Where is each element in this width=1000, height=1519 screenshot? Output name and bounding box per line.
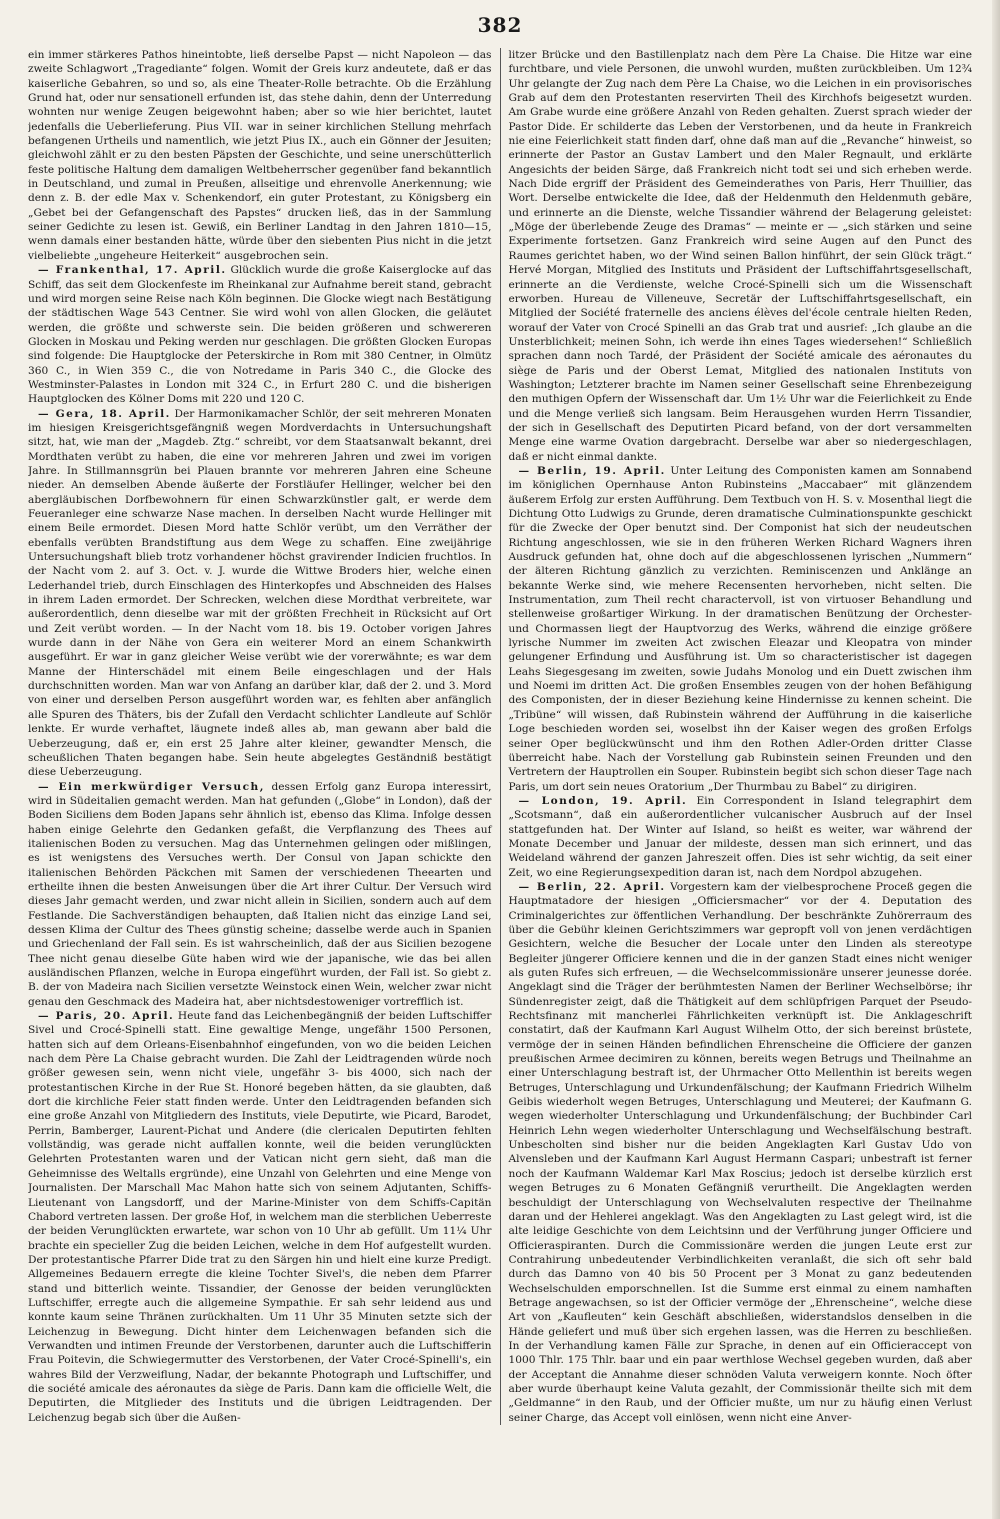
article-paragraph [28,407,492,780]
article-text: Unter Leitung des Componisten kamen am Sonnabend im königlichen Opernhause Anton Rubinsteins „Maccabaer“ mit glänzendem äußerem Erfolg zur ersten Aufführung. Dem Textbuch von H. S. v. Mosenthal liegt die Dichtung Otto Ludwigs zu Grunde, deren dramatische Culminationspunkte geschickt für die Zwecke der Oper benutzt sind. Der Componist hat sich der neudeutschen Richtung angeschlossen, wie sie in den früheren Werken Richard Wagners ihren Ausdruck gefunden hat, ohne doch auf die abgeschlossenen lyrischen „Nummern“ der älteren Richtung gänzlich zu verzichten. Reminiscenzen und Anklänge an bekannte Werke sind, wie mehere Recensenten hervorheben, nicht selten. Die Instrumentation, zum Theil recht charactervoll, ist von virtuoser Behandlung und stellenweise großartiger Wirkung. In der dramatischen Benützung der Orchester- und Chormassen liegt der Hauptvorzug des Werks, während die einzige größere lyrische Nummer im zweiten Act zwischen Eleazar und Kleopatra von minder gelungener Erfindung und Ausführung ist. Um so characteristischer ist dagegen Leahs Siegesgesang im zweiten, sowie Judahs Monolog und ein Duett zwischen ihm und Noemi im dritten Act. Die großen Ensembles zeugen von der hohen Befähigung des Componisten, der in dieser Beziehung keine Hindernisse zu kennen scheint. Die „Tribüne“ will wissen, daß Rubinstein während der Aufführung in die kaiserliche Loge beschieden worden sei, woselbst ihn der Kaiser wegen des großen Erfolgs seiner Oper beglückwünscht und ihm den Rothen Adler-Orden dritter Classe überreicht habe. Nach der Vorstellung gab Rubinstein seinen Freunden und den Vertretern der Hauptrollen ein Souper. Rubinstein begibt sich schon dieser Tage nach Paris, um dort sein neues Oratorium „Der Thurmbau zu Babel“ zu dirigiren. [508,464,972,793]
article-dateline: — Frankenthal, 17. April. [38,264,227,277]
article-paragraph [509,794,973,880]
article-text: Der Harmonikamacher Schlör, der seit mehreren Monaten im hiesigen Kreisgerichtsgefängniß wegen Mordverdachts in Untersuchungshaft sitzt, hat, wie man der „Magdeb. Ztg.“ schreibt, vor dem Staatsanwalt bekannt, drei Mordthaten verübt zu haben, die eine vor mehreren Jahren und zwei im vorigen Jahre. In Stillmannsgrün bei Plauen brannte vor mehreren Jahren eine Scheune nieder. An demselben Abende äußerte der Forstläufer Hellinger, welcher bei den abergläubischen Dorfbewohnern für einen Schwarzkünstler galt, er werde dem Feueranleger eine schwarze Nase machen. In derselben Nacht wurde Hellinger mit einem Beile ermordet. Diesen Mord hatte Schlör verübt, um den Verräther der ebenfalls verübten Brandstiftung aus dem Wege zu schaffen. Eine zweijährige Untersuchungshaft blieb trotz vorhandener höchst gravirender Indicien fruchtlos. In der Nacht vom 2. auf 3. Oct. v. J. wurde die Wittwe Broders hier, welche einen Lederhandel trieb, durch Einschlagen des Hinterkopfes und Abschneiden des Halses in ihrem Laden ermordet. Der Schrecken, welchen diese Mordthat verbreitete, war außerordentlich, denn dieselbe war mit der größten Frechheit in Rücksicht auf Ort und Zeit verübt worden. — In der Nacht vom 18. bis 19. October vorigen Jahres wurde dann in der Nähe von Gera ein weiterer Mord an einem Schankwirth ausgeführt. Er war in ganz gleicher Weise verübt wie der vorerwähnte; es war dem Manne der Hinterschädel mit einem Beile eingeschlagen und der Hals durchschnitten worden. Man war von Anfang an darüber klar, daß der 2. und 3. Mord von einer und derselben Person ausgeführt worden war, es fehlten aber anfänglich alle Spuren des Thäters, bis der Zufall den Verdacht schlichter Landleute auf Schlör lenkte. Er wurde verhaftet, läugnete indeß alles ab, man gewann aber bald die Ueberzeugung, daß er, ein erst 25 Jahre alter kleiner, gewandter Mensch, die scheußlichen Thaten begangen habe. Sein heute abgelegtes Geständniß bestätigt diese Ueberzeugung. [28,407,492,779]
page-number: 382 [477,13,523,37]
left-column [28,48,501,1425]
article-dateline: — Berlin, 19. April. [518,464,666,477]
article-paragraph [28,780,492,1010]
article-paragraph [28,1009,492,1425]
article-text: Glücklich wurde die große Kaiserglocke auf das Schiff, das seit dem Glockenfeste im Rheinkanal zur Aufnahme bereit stand, gebracht und wird morgen seine Reise nach Köln beginnen. Die Glocke wiegt nach Bestätigung der städtischen Wage 543 Centner. Sie wird wohl von allen Glocken, die geläutet werden, die größte und schwerste sein. Die beiden größeren und schwereren Glocken in Moskau und Peking werden nur geschlagen. Die größten Glocken Europas sind folgende: Die Hauptglocke der Peterskirche in Rom mit 380 Centner, in Olmütz 360 C., in Wien 359 C., die von Notredame in Paris 340 C., die Glocke des Westminster-Palastes in London mit 324 C., in Erfurt 280 C. und die bisherigen Hauptglocken des Kölner Doms mit 220 und 120 C. [28,264,492,406]
article-text: Heute fand das Leichenbegängniß der beiden Luftschiffer Sivel und Crocé-Spinelli statt. Eine gewaltige Menge, ungefähr 1500 Personen, hatten sich auf dem Orleans-Eisenbahnhof eingefunden, von wo die beiden Leichen nach dem Père La Chaise gebracht wurden. Die Zahl der Leidtragenden würde noch größer gewesen sein, wenn nicht viele, ungefähr 3- bis 4000, sich nach der protestantischen Kirche in der Rue St. Honoré begeben hätten, da sie glaubten, daß dort die kirchliche Feier statt finden werde. Unter den Leidtragenden befanden sich eine große Anzahl von Mitgliedern des Instituts, viele Deputirte, wie Picard, Barodet, Perrin, Bamberger, Laurent-Pichat und Andere (die clericalen Deputirten fehlten vollständig, was gerade nicht auffallen konnte, weil die beiden verunglückten Gelehrten Protestanten waren und der Vatican nicht gern sieht, daß man die Geheimnisse des Weltalls ergründe), eine Unzahl von Gelehrten und eine Menge von Journalisten. Der Marschall Mac Mahon hatte sich von seinem Adjutanten, Schiffs-Lieutenant von Langsdorff, und der Marine-Minister von dem Schiffs-Capitän Chabord vertreten lassen. Der große Hof, in welchem man die sterblichen Ueberreste der beiden Verunglückten erwartete, war schon von 10 Uhr ab gefüllt. Um 11¼ Uhr brachte ein specieller Zug die beiden Leichen, welche in dem Hof aufgestellt wurden. Der protestantische Pfarrer Dide trat zu den Särgen hin und hielt eine kurze Predigt. Allgemeines Bedauern erregte die kleine Tochter Sivel's, die neben dem Pfarrer stand und bitterlich weinte. Tissandier, der Genosse der beiden verunglückten Luftschiffer, erregte auch die allgemeine Sympathie. Er sah sehr leidend aus und konnte kaum seine Thränen zurückhalten. Um 11 Uhr 35 Minuten setzte sich der Leichenzug in Bewegung. Dicht hinter dem Leichenwagen befanden sich die Verwandten und intimen Freunde der Verstorbenen, darunter auch die Luftschifferin Frau Poitevin, die Schwiegermutter des Verstorbenen, der Vater Crocé-Spinelli's, ein wahres Bild der Verzweiflung, Nadar, der bekannte Photograph und Luftschiffer, und die société amicale des aéronautes da siège de Paris. Dann kam die officielle Welt, die Deputirten, die Mitglieder des Instituts und die übrigen Leidtragenden. Der Leichenzug begab sich über die Außen- [28,1010,492,1424]
article-paragraph [509,880,973,1425]
article-text: litzer Brücke und den Bastillenplatz nach dem Père La Chaise. Die Hitze war eine furchtbare, und viele Personen, die unwohl wurden, mußten zurückbleiben. Um 12¾ Uhr gelangte der Zug nach dem Père La Chaise, wo die Leichen in ein provisorisches Grab auf dem den Protestanten reservirten Theil des Kirchhofs beigesetzt wurden. Am Grabe wurde eine größere Anzahl von Reden gehalten. Zuerst sprach wieder der Pastor Dide. Er schilderte das Leben der Verstorbenen, und da heute in Frankreich nie eine Feierlichkeit statt finden darf, ohne daß man auf die „Revanche“ hinweist, so erinnerte der Pastor an Gustav Lambert und den Maler Regnault, und erklärte Angesichts der beiden Särge, daß Frankreich nicht todt sei und sich erheben werde. Nach Dide ergriff der Präsident des Gemeinderathes von Paris, Herr Thuillier, das Wort. Derselbe entwickelte die Idee, daß der Heldenmuth den Heldenmuth gebäre, und erinnerte an die Dienste, welche Tissandier während der Belagerung geleistet: „Möge der überlebende Zeuge des Dramas“ — meinte er — „sich stärken und seine Experimente fortsetzen. Ganz Frankreich wird seine Augen auf den Punct des Raumes gerichtet haben, wo der Wind seinen Ballon hinführt, der sein Glück trägt.“ Hervé Morgan, Mitglied des Instituts und Präsident der Luftschiffahrtsgesellschaft, erinnerte an die Verdienste, welche Crocé-Spinelli sich um die Wissenschaft erworben. Hureau de Villeneuve, Secretär der Luftschiffahrtsgesellschaft, ein Mitglied der Société fraternelle des anciens élèves del'école centrale hielten Reden, worauf der Vater von Crocé Spinelli an das Grab trat und ausrief: „Ich glaube an die Unsterblichkeit; meinen Sohn, ich werde ihn eines Tages wiedersehen!“ Schließlich sprachen dann noch Tardé, der Präsident der Société amicale des aéronautes du siège de Paris und der Oberst Lemat, Mitglied des nationalen Instituts von Washington; Letzterer brachte im Namen seiner Gesellschaft seine Ehrenbezeigung den muthigen Opfern der Wissenschaft dar. Um 1½ Uhr war die Feierlichkeit zu Ende und die Menge verließ sich langsam. Beim Herausgehen wurden Herrn Tissandier, der sich in Gesellschaft des Deputirten Picard befand, von der dort versammelten Menge eine warme Ovation dargebracht. Derselbe war aber so niedergeschlagen, daß er nicht einmal dankte. [508,49,972,463]
article-dateline: — Paris, 20. April. [38,1010,175,1023]
article-text: Ein Correspondent in Island telegraphirt dem „Scotsmann“, daß ein außerordentlicher vulcanischer Ausbruch auf der Insel stattgefunden hat. Der Winter auf Island, so heißt es weiter, war während der Monate December und Januar der mildeste, dessen man sich erinnert, und das Weideland während der ganzen Jahreszeit offen. Dies ist sehr wichtig, da seit einer Zeit, wo eine Regierungsexpedition daran ist, nach dem Nordpol abzugehen. [508,794,972,879]
article-paragraph [509,464,973,794]
article-dateline: — Ein merkwürdiger Versuch, [38,780,265,793]
article-text: Vorgestern kam der vielbesprochene Proceß gegen die Hauptmatadore der hiesigen „Officiersmacher“ vor der 4. Deputation des Criminalgerichtes zur öffentlichen Verhandlung. Der beschränkte Zuhörerraum des über die Gebühr kleinen Gerichtszimmers war gepropft voll von jenen verdächtigen Gesichtern, welche die Besucher der Locale unter den Linden als stereotype Begleiter jüngerer Officiere kennen und die in der ganzen Stadt eines nicht weniger als guten Rufes sich erfreuen, — die Wechselcommissionäre unserer jeunesse dorée. Angeklagt sind die Träger der berühmtesten Namen der Berliner Wechselbörse; ihr Sündenregister zeigt, daß die Thätigkeit auf dem schlüpfrigen Parquet der Pseudo-Rechtsfinanz mit mancherlei Fährlichkeiten verknüpft ist. Die Anklageschrift constatirt, daß der Kaufmann Karl August Wilhelm Otto, der sich bereinst brüstete, vermöge der in seinen Händen befindlichen Ehrenscheine die Officiere der ganzen preußischen Armee decimiren zu können, bereits wegen Betrugs und Theilnahme an einer Unterschlagung bestraft ist, der Uhrmacher Otto Mellenthin ist bereits wegen Betruges, Unterschlagung und Urkundenfälschung; der Kaufmann Friedrich Wilhelm Geibis wiederholt wegen Betruges, Unterschlagung und Meuterei; der Kaufmann G. wegen wiederholter Unterschlagung und Urkundenfälschung; der Buchbinder Carl Heinrich Lehn wegen wiederholter Unterschlagung und Wechselfälschung bestraft. Unbescholten sind bisher nur die beiden Angeklagten Karl Gustav Udo von Alvensleben und der Kaufmann Karl August Hermann Caspari; unbestraft ist ferner noch der Kaufmann Waldemar Karl Max Roscius; jedoch ist derselbe kürzlich erst wegen Betruges zu 6 Monaten Gefängniß verurtheilt. Die Angeklagten werden beschuldigt der Unterschlagung von Wechselvaluten respective der Theilnahme daran und der Hehlerei angeklagt. Was den Angeklagten zu Last gelegt wird, ist die alte leidige Geschichte von dem Leichtsinn und der Verführung junger Officiere und Officieraspiranten. Durch die Commissionäre werden die jungen Leute erst zur Contrahirung unbedeutender Verbindlichkeiten veranlaßt, die sich oft sehr bald durch das Damno von 40 bis 50 Procent per 3 Monat zu ganz bedeutenden Wechselschulden emporschnellen. Ist die Summe erst einmal zu einem namhaften Betrage angewachsen, so ist der Officier vermöge der „Ehrenscheine“, welche diese Art von „Kaufleuten“ kein Geschäft abschließen, widerstandslos denselben in die Hände geliefert und muß über sich ergehen lassen, was die Herren zu beschließen. In der Verhandlung kamen Fälle zur Sprache, in denen auf ein Officieraccept von 1000 Thlr. 175 Thlr. baar und ein paar werthlose Wechsel gegeben wurden, daß aber der Acceptant die Annahme dieser schnöden Valuta verweigern konnte. Noch öfter aber wurde überhaupt keine Valuta gezahlt, der Commissionär theilte sich mit dem „Geldmanne“ in den Raub, und der Officier mußte, um nur zu häufig einen Verlust seiner Charge, das Accept voll einlösen, wenn nicht eine Anver- [508,880,972,1424]
article-dateline: — Berlin, 22. April. [518,880,666,893]
columns [28,48,972,1425]
article-dateline: — Gera, 18. April. [38,407,171,420]
article-paragraph [28,48,492,263]
scan-edge [992,0,1000,1519]
article-paragraph [28,263,492,406]
article-text: ein immer stärkeres Pathos hineintobte, ließ derselbe Papst — nicht Napoleon — das zweite Schlagwort „Tragediante“ folgen. Womit der Greis kurz andeutete, daß er das kaiserliche Gebahren, so und so, als eine Theater-Rolle betrachte. Ob die Erzählung Grund hat, oder nur sensationell erfunden ist, das stehe dahin, denn der Unterredung wohnten nur wenige Zeugen beigewohnt haben; aber so wie hier berichtet, lautet jedenfalls die Ueberlieferung. Pius VII. war in seiner kirchlichen Stellung mehrfach befangenen Urtheils und namentlich, wie jetzt Pius IX., auch ein Gönner der Jesuiten; gleichwohl zählt er zu den besten Päpsten der Geschichte, und seine unerschütterlich feste politische Haltung dem damaligen Weltbeherrscher gegenüber fand bekanntlich in Deutschland, und zumal in Preußen, allseitige und ehrenvolle Anerkennung; wie denn z. B. der edle Max v. Schenkendorf, ein guter Protestant, zu Königsberg ein „Gebet bei der Gefangenschaft des Papstes“ drucken ließ, das in der Sammlung seiner Gedichte zu lesen ist. Gewiß, ein Berliner Landtag in den Jahren 1810—15, wenn damals einer bestanden hätte, würde über den siebenten Pius nicht in die jetzt vielbeliebte „ungeheure Heiterkeit“ ausgebrochen sein. [28,49,492,262]
article-text: dessen Erfolg ganz Europa interessirt, wird in Südeitalien gemacht werden. Man hat gefunden („Globe“ in London), daß der Boden Siciliens dem Boden Japans sehr ähnlich ist, ebenso das Klima. Infolge dessen haben einige Gelehrte den Gedanken gefaßt, die Verpflanzung des Thees auf italienischen Boden zu versuchen. Mag das Unternehmen gelingen oder mißlingen, es ist wenigstens des Versuches werth. Der Consul von Japan schickte den italienischen Behörden Päckchen mit Samen der verschiedenen Theearten und ertheilte ihnen die besten Anweisungen über die Art ihrer Cultur. Der Versuch wird dieses Jahr gemacht werden, und zwar nicht allein in Sicilien, sondern auch auf dem Festlande. Die Sachverständigen behaupten, daß Italien nicht das einzige Land sei, dessen Klima der Cultur des Thees günstig scheine; dasselbe werde auch in Spanien und Griechenland der Fall sein. Es ist wahrscheinlich, daß der aus Sicilien bezogene Thee nicht genau dieselbe Güte haben wird wie der japanische, wie das bei allen ausländischen Pflanzen, welche in Europa eingeführt wurden, der Fall ist. So giebt z. B. der von Madeira nach Sicilien versetzte Weinstock einen Wein, welcher zwar nicht genau den Geschmack des Madeira hat, aber nichtsdestoweniger vortrefflich ist. [28,780,492,1008]
article-dateline: — London, 19. April. [518,794,688,807]
right-column [501,48,973,1425]
article-paragraph [509,48,973,464]
